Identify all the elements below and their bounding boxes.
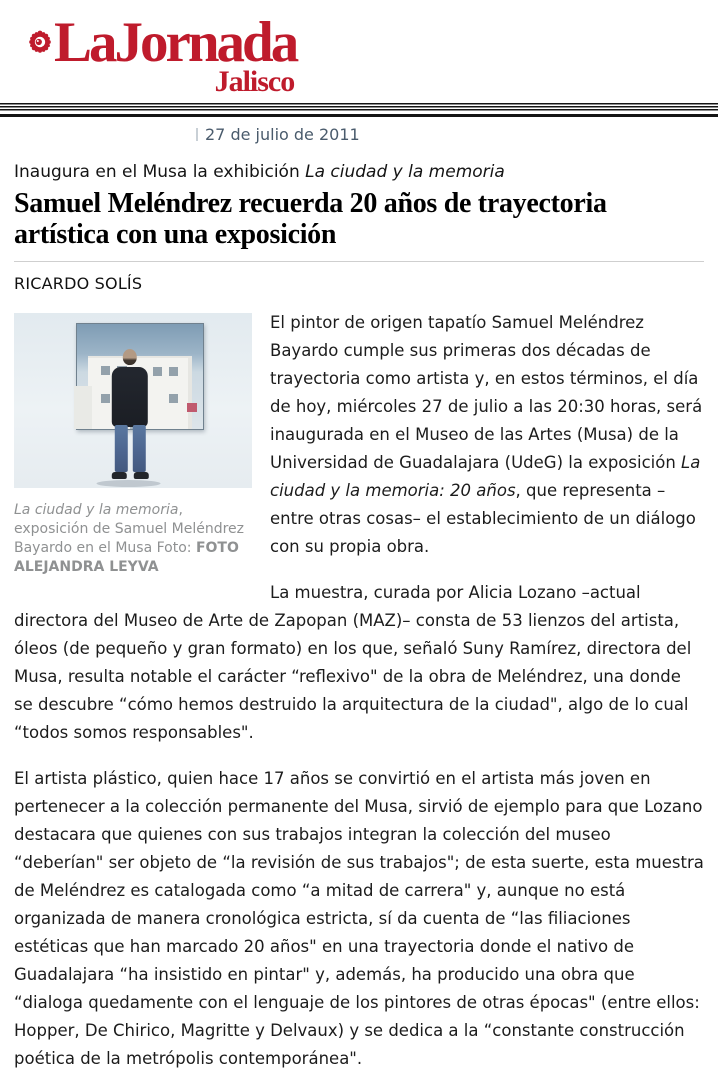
photo-person (107, 349, 153, 487)
article (0, 162, 718, 1091)
photo-person-jacket (112, 367, 148, 427)
paragraph-1-text-b: , que representa –entre otras cosas– el establecimiento de un diálogo con su propia obra. (270, 480, 696, 556)
photo-person-jeans (107, 425, 153, 472)
photo-caption (14, 501, 252, 577)
dateline (0, 117, 718, 154)
paragraph-1-exhibition-title: La ciudad y la memoria: 20 años (270, 452, 701, 500)
article-photo-figure (14, 313, 252, 577)
photo-caption-text: , exposición de Samuel Meléndrez Bayardo en el Musa Foto: (14, 501, 245, 556)
date-separator-mark (196, 128, 198, 141)
article-body (14, 309, 704, 1091)
paragraph-1-text-a: El pintor de origen tapatío Samuel Meléndrez Bayardo cumple sus primeras dos décadas de trayectoria como artista y, en estos términos, el día de hoy, miércoles 27 de julio a las 20:30 horas, será inaugurada en el Museo de las Artes (Musa) de la Universidad de Guadalajara (UdeG) la exposición (270, 312, 703, 472)
paragraph-2: La muestra, curada por Alicia Lozano –actual directora del Museo de Arte de Zapopan (MAZ)– consta de 53 lienzos del artista, óleos (de pequeño y gran formato) en los que, señaló Suny Ramírez, directora del Musa, resulta notable el carácter “reflexivo" de la obra de Meléndrez, una donde se descubre “cómo hemos destruido la arquitectura de la ciudad", algo de lo cual “todos somos responsables". (14, 582, 692, 742)
masthead (0, 0, 718, 103)
logo-link[interactable] (28, 11, 297, 98)
masthead-divider-bar (0, 103, 718, 117)
logo-wordmark (54, 11, 297, 98)
logo-sub-text: Jalisco (214, 65, 295, 98)
headline: Samuel Meléndrez recuerda 20 años de trayectoria artística con una exposición (14, 188, 607, 251)
article-photo (14, 313, 252, 488)
photo-caption-credit: FOTO ALEJANDRA LEYVA (14, 539, 239, 575)
headline-rule (14, 261, 704, 262)
photo-caption-title: La ciudad y la memoria (14, 501, 179, 518)
kicker-exhibition-title: La ciudad y la memoria (305, 162, 505, 182)
byline: RICARDO SOLÍS (14, 273, 143, 293)
photo-person-head (123, 349, 137, 365)
kicker (14, 162, 704, 182)
photo-person-shoes (107, 472, 153, 479)
article-date: 27 de julio de 2011 (205, 125, 360, 144)
kicker-text: Inaugura en el Musa la exhibición (14, 162, 306, 182)
photo-painting-red-detail (187, 403, 197, 412)
sun-eye-icon (28, 30, 52, 54)
paragraph-3: El artista plástico, quien hace 17 años se convirtió en el artista más joven en pertenecer a la colección permanente del Musa, sirvió de ejemplo para que Lozano destacara que quienes con sus trabajos integran la colección del museo “deberían" ser objeto de “la revisión de sus trabajos"; de esta suerte, esta muestra de Meléndrez es catalogada como “a mitad de carrera" y, aunque no está organizada de manera cronológica estricta, sí da cuenta de “las filiaciones estéticas que han marcado 20 años" en una trayectoria donde el nativo de Guadalajara “ha insistido en pintar" y, además, ha producido una obra que “dialoga quedamente con el lenguaje de los pintores de otras épocas" (entre ellos: Hopper, De Chirico, Magritte y Delvaux) y se dedica a la “constante construcción poética de la metrópolis contemporánea". (14, 768, 704, 1068)
logo-main-text: LaJornada (54, 11, 297, 74)
